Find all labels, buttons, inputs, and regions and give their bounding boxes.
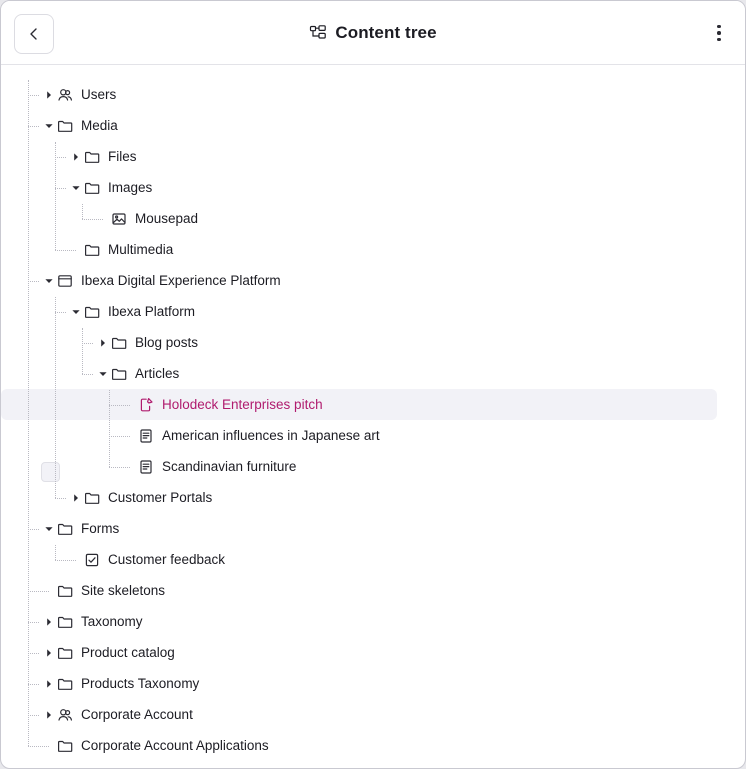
tree-guide-line	[28, 684, 39, 685]
chevron-down-icon[interactable]	[41, 521, 57, 537]
tree-node[interactable]	[1, 513, 745, 544]
tree-node[interactable]	[1, 110, 745, 141]
tree-guide-line	[28, 715, 39, 716]
tree-node-label: Products Taxonomy	[81, 676, 200, 691]
tree-guide-line	[28, 591, 49, 592]
tree-node[interactable]	[1, 730, 745, 761]
landing-page-icon	[57, 272, 77, 290]
chevron-right-icon[interactable]	[95, 335, 111, 351]
tree-guide-line	[28, 126, 39, 127]
tree-node[interactable]	[1, 575, 745, 606]
tree-node-label: Media	[81, 118, 118, 133]
tree-node-label: Users	[81, 87, 117, 102]
tree-node[interactable]	[1, 79, 745, 110]
tree-guide-line	[55, 142, 56, 250]
users-icon	[57, 706, 77, 724]
chevron-down-icon[interactable]	[68, 304, 84, 320]
tree-guide-line	[109, 405, 130, 406]
kebab-menu-icon[interactable]	[707, 19, 731, 47]
tree-node[interactable]	[1, 606, 745, 637]
tree-node-label: American influences in Japanese art	[162, 428, 380, 443]
back-button[interactable]	[14, 14, 54, 54]
chevron-down-icon[interactable]	[68, 180, 84, 196]
users-icon	[57, 86, 77, 104]
folder-icon	[57, 675, 77, 693]
folder-icon	[111, 334, 131, 352]
folder-icon	[111, 365, 131, 383]
tree-guide-line	[55, 297, 56, 498]
tree-node-label: Taxonomy	[81, 614, 143, 629]
folder-icon	[84, 179, 104, 197]
tree-node-label: Ibexa Digital Experience Platform	[81, 273, 281, 288]
tree-node[interactable]	[1, 637, 745, 668]
sitemap-icon	[309, 24, 327, 42]
article-icon	[138, 458, 158, 476]
tree-node[interactable]	[1, 172, 745, 203]
tree-node[interactable]	[1, 327, 745, 358]
tree-guide-line	[28, 95, 39, 96]
tree-guide-line	[55, 312, 66, 313]
chevron-down-icon[interactable]	[95, 366, 111, 382]
tree-node-label: Mousepad	[135, 211, 199, 226]
tree-node-label: Blog posts	[135, 335, 199, 350]
image-icon	[111, 210, 131, 228]
folder-icon	[84, 148, 104, 166]
folder-icon	[57, 644, 77, 662]
folder-icon	[84, 303, 104, 321]
tree-node-label: Product catalog	[81, 645, 175, 660]
folder-icon	[57, 520, 77, 538]
tree-node-label: Holodeck Enterprises pitch	[162, 397, 323, 412]
tree-node[interactable]	[1, 141, 745, 172]
chevron-right-icon[interactable]	[41, 614, 57, 630]
folder-icon	[57, 117, 77, 135]
chevron-down-icon[interactable]	[41, 273, 57, 289]
tree-guide-line	[28, 622, 39, 623]
tree-guide-line	[28, 80, 29, 746]
tree-guide-line	[55, 250, 76, 251]
folder-icon	[84, 241, 104, 259]
folder-icon	[57, 582, 77, 600]
tree-node-label: Customer Portals	[108, 490, 213, 505]
tree-node-label: Images	[108, 180, 153, 195]
tree-guide-line	[82, 204, 83, 219]
panel-title-text: Content tree	[335, 23, 437, 42]
chevron-left-icon	[26, 26, 42, 42]
form-icon	[84, 551, 104, 569]
tree-node[interactable]	[1, 234, 745, 265]
tree-node-label: Multimedia	[108, 242, 174, 257]
tree-node[interactable]	[1, 358, 745, 389]
chevron-right-icon[interactable]	[41, 707, 57, 723]
tree-node[interactable]	[1, 203, 745, 234]
tree-node[interactable]	[1, 296, 745, 327]
tree-guide-line	[28, 529, 39, 530]
tree-node[interactable]	[1, 265, 745, 296]
tree-guide-line	[55, 157, 66, 158]
panel-title	[1, 1, 745, 65]
chevron-right-icon[interactable]	[68, 490, 84, 506]
tree-node[interactable]	[1, 699, 745, 730]
tree-node[interactable]	[1, 482, 745, 513]
chevron-right-icon[interactable]	[41, 645, 57, 661]
folder-icon	[57, 737, 77, 755]
tree-guide-line	[55, 560, 76, 561]
tree-guide-line	[28, 281, 39, 282]
tree-node-label: Files	[108, 149, 137, 164]
content-tree[interactable]	[1, 65, 745, 769]
chevron-down-icon[interactable]	[41, 118, 57, 134]
tree-node-label: Customer feedback	[108, 552, 226, 567]
tree-guide-line	[28, 653, 39, 654]
tree-node-label: Site skeletons	[81, 583, 166, 598]
tree-guide-line	[109, 436, 130, 437]
tree-guide-line	[82, 328, 83, 374]
article-icon	[138, 427, 158, 445]
panel-header	[1, 1, 745, 65]
tree-guide-line	[109, 467, 130, 468]
chevron-right-icon[interactable]	[68, 149, 84, 165]
tree-guide-line	[82, 219, 103, 220]
tree-node[interactable]	[1, 544, 745, 575]
tree-node-label: Corporate Account Applications	[81, 738, 269, 753]
tree-guide-line	[109, 390, 110, 467]
chevron-right-icon[interactable]	[41, 676, 57, 692]
tree-guide-line	[55, 498, 66, 499]
tree-guide-line	[82, 374, 93, 375]
tree-guide-line	[55, 545, 56, 560]
tree-guide-line	[28, 746, 49, 747]
article-draft-icon	[138, 396, 158, 414]
tree-node-label: Corporate Account	[81, 707, 193, 722]
folder-icon	[57, 613, 77, 631]
chevron-right-icon[interactable]	[41, 87, 57, 103]
tree-node-label: Forms	[81, 521, 120, 536]
tree-node[interactable]	[1, 668, 745, 699]
tree-node-label: Ibexa Platform	[108, 304, 196, 319]
tree-guide-line	[82, 343, 93, 344]
tree-node-label: Articles	[135, 366, 180, 381]
tree-guide-line	[55, 188, 66, 189]
tree-node-label: Scandinavian furniture	[162, 459, 297, 474]
folder-icon	[84, 489, 104, 507]
